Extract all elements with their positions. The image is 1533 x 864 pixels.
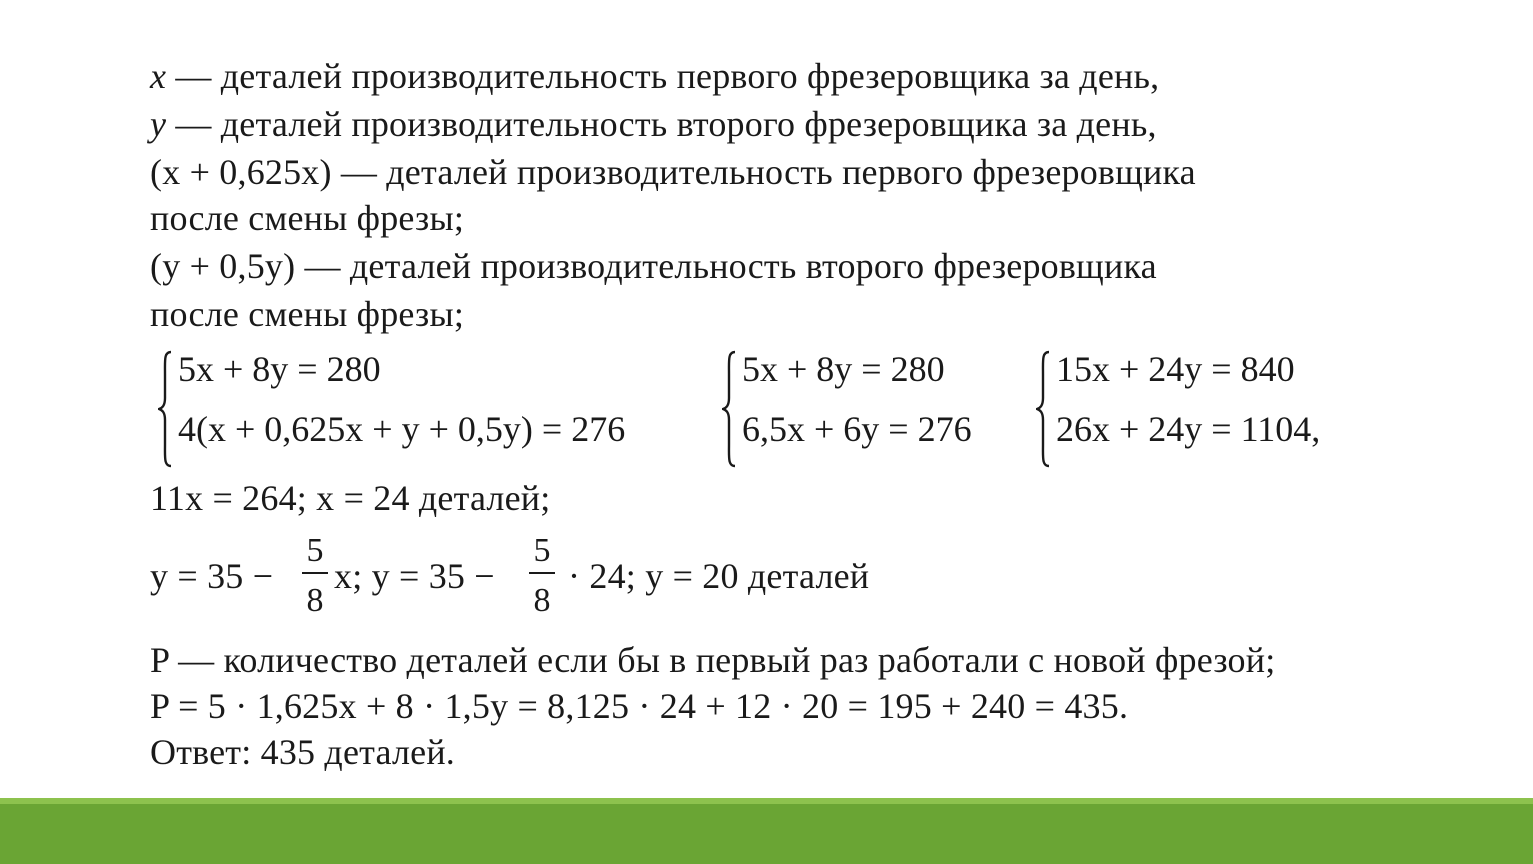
fraction-denominator: 8	[533, 582, 551, 619]
system-3-comma: ,	[1311, 409, 1321, 449]
variable-y: y	[150, 104, 167, 144]
solution-x: 11x = 264; x = 24 деталей;	[150, 478, 551, 518]
calculation-p: P = 5 · 1,625x + 8 · 1,5y = 8,125 · 24 + 12 · 20 = 195 + 240 = 435.	[150, 686, 1129, 726]
definition-y	[150, 100, 1157, 148]
definition-p: P — количество деталей если бы в первый раз работали с новой фрезой;	[150, 640, 1276, 680]
system-1-equation-2: 4(x + 0,625x + y + 0,5y) = 276	[178, 409, 626, 449]
fraction-bar	[529, 572, 555, 574]
fraction-denominator: 8	[306, 582, 324, 619]
definition-x-text: — деталей производительность первого фрезеровщика за день,	[166, 56, 1160, 96]
system-3-equation-2-text: 26x + 24y = 1104	[1056, 409, 1312, 449]
solution-y-part-3: · 24; y = 20 деталей	[568, 556, 870, 596]
brace-icon	[1036, 350, 1050, 468]
footer-band	[0, 798, 1533, 864]
fraction-5-8	[300, 532, 330, 622]
system-2-equation-1: 5x + 8y = 280	[742, 349, 945, 389]
definition-y-new: (y + 0,5y) — деталей производительность второго фрезеровщика	[150, 246, 1157, 286]
definition-x-new-cont: после смены фрезы;	[150, 198, 465, 238]
variable-x: x	[150, 56, 167, 96]
solution-y-part-1: y = 35 −	[150, 556, 274, 596]
system-3-equation-2	[1056, 405, 1320, 453]
equation-system-3	[1036, 350, 1376, 468]
fraction-numerator: 5	[306, 532, 324, 569]
fraction-bar	[302, 572, 328, 574]
system-2-equation-2: 6,5x + 6y = 276	[742, 409, 972, 449]
brace-icon	[158, 350, 172, 468]
definition-x	[150, 52, 1159, 100]
equation-system-2	[722, 350, 1022, 468]
system-1-equation-1: 5x + 8y = 280	[178, 349, 381, 389]
brace-icon	[722, 350, 736, 468]
fraction-5-8-second	[527, 532, 557, 622]
fraction-numerator: 5	[533, 532, 551, 569]
solution-y-part-2: x; y = 35 −	[334, 556, 495, 596]
definition-x-new: (x + 0,625x) — деталей производительность первого фрезеровщика	[150, 152, 1196, 192]
equation-system-1	[158, 350, 718, 468]
system-3-equation-1: 15x + 24y = 840	[1056, 349, 1295, 389]
definition-y-new-cont: после смены фрезы;	[150, 294, 465, 334]
definition-y-text: — деталей производительность второго фрезеровщика за день,	[166, 104, 1157, 144]
answer: Ответ: 435 деталей.	[150, 732, 456, 772]
footer-band-highlight	[0, 798, 1533, 804]
